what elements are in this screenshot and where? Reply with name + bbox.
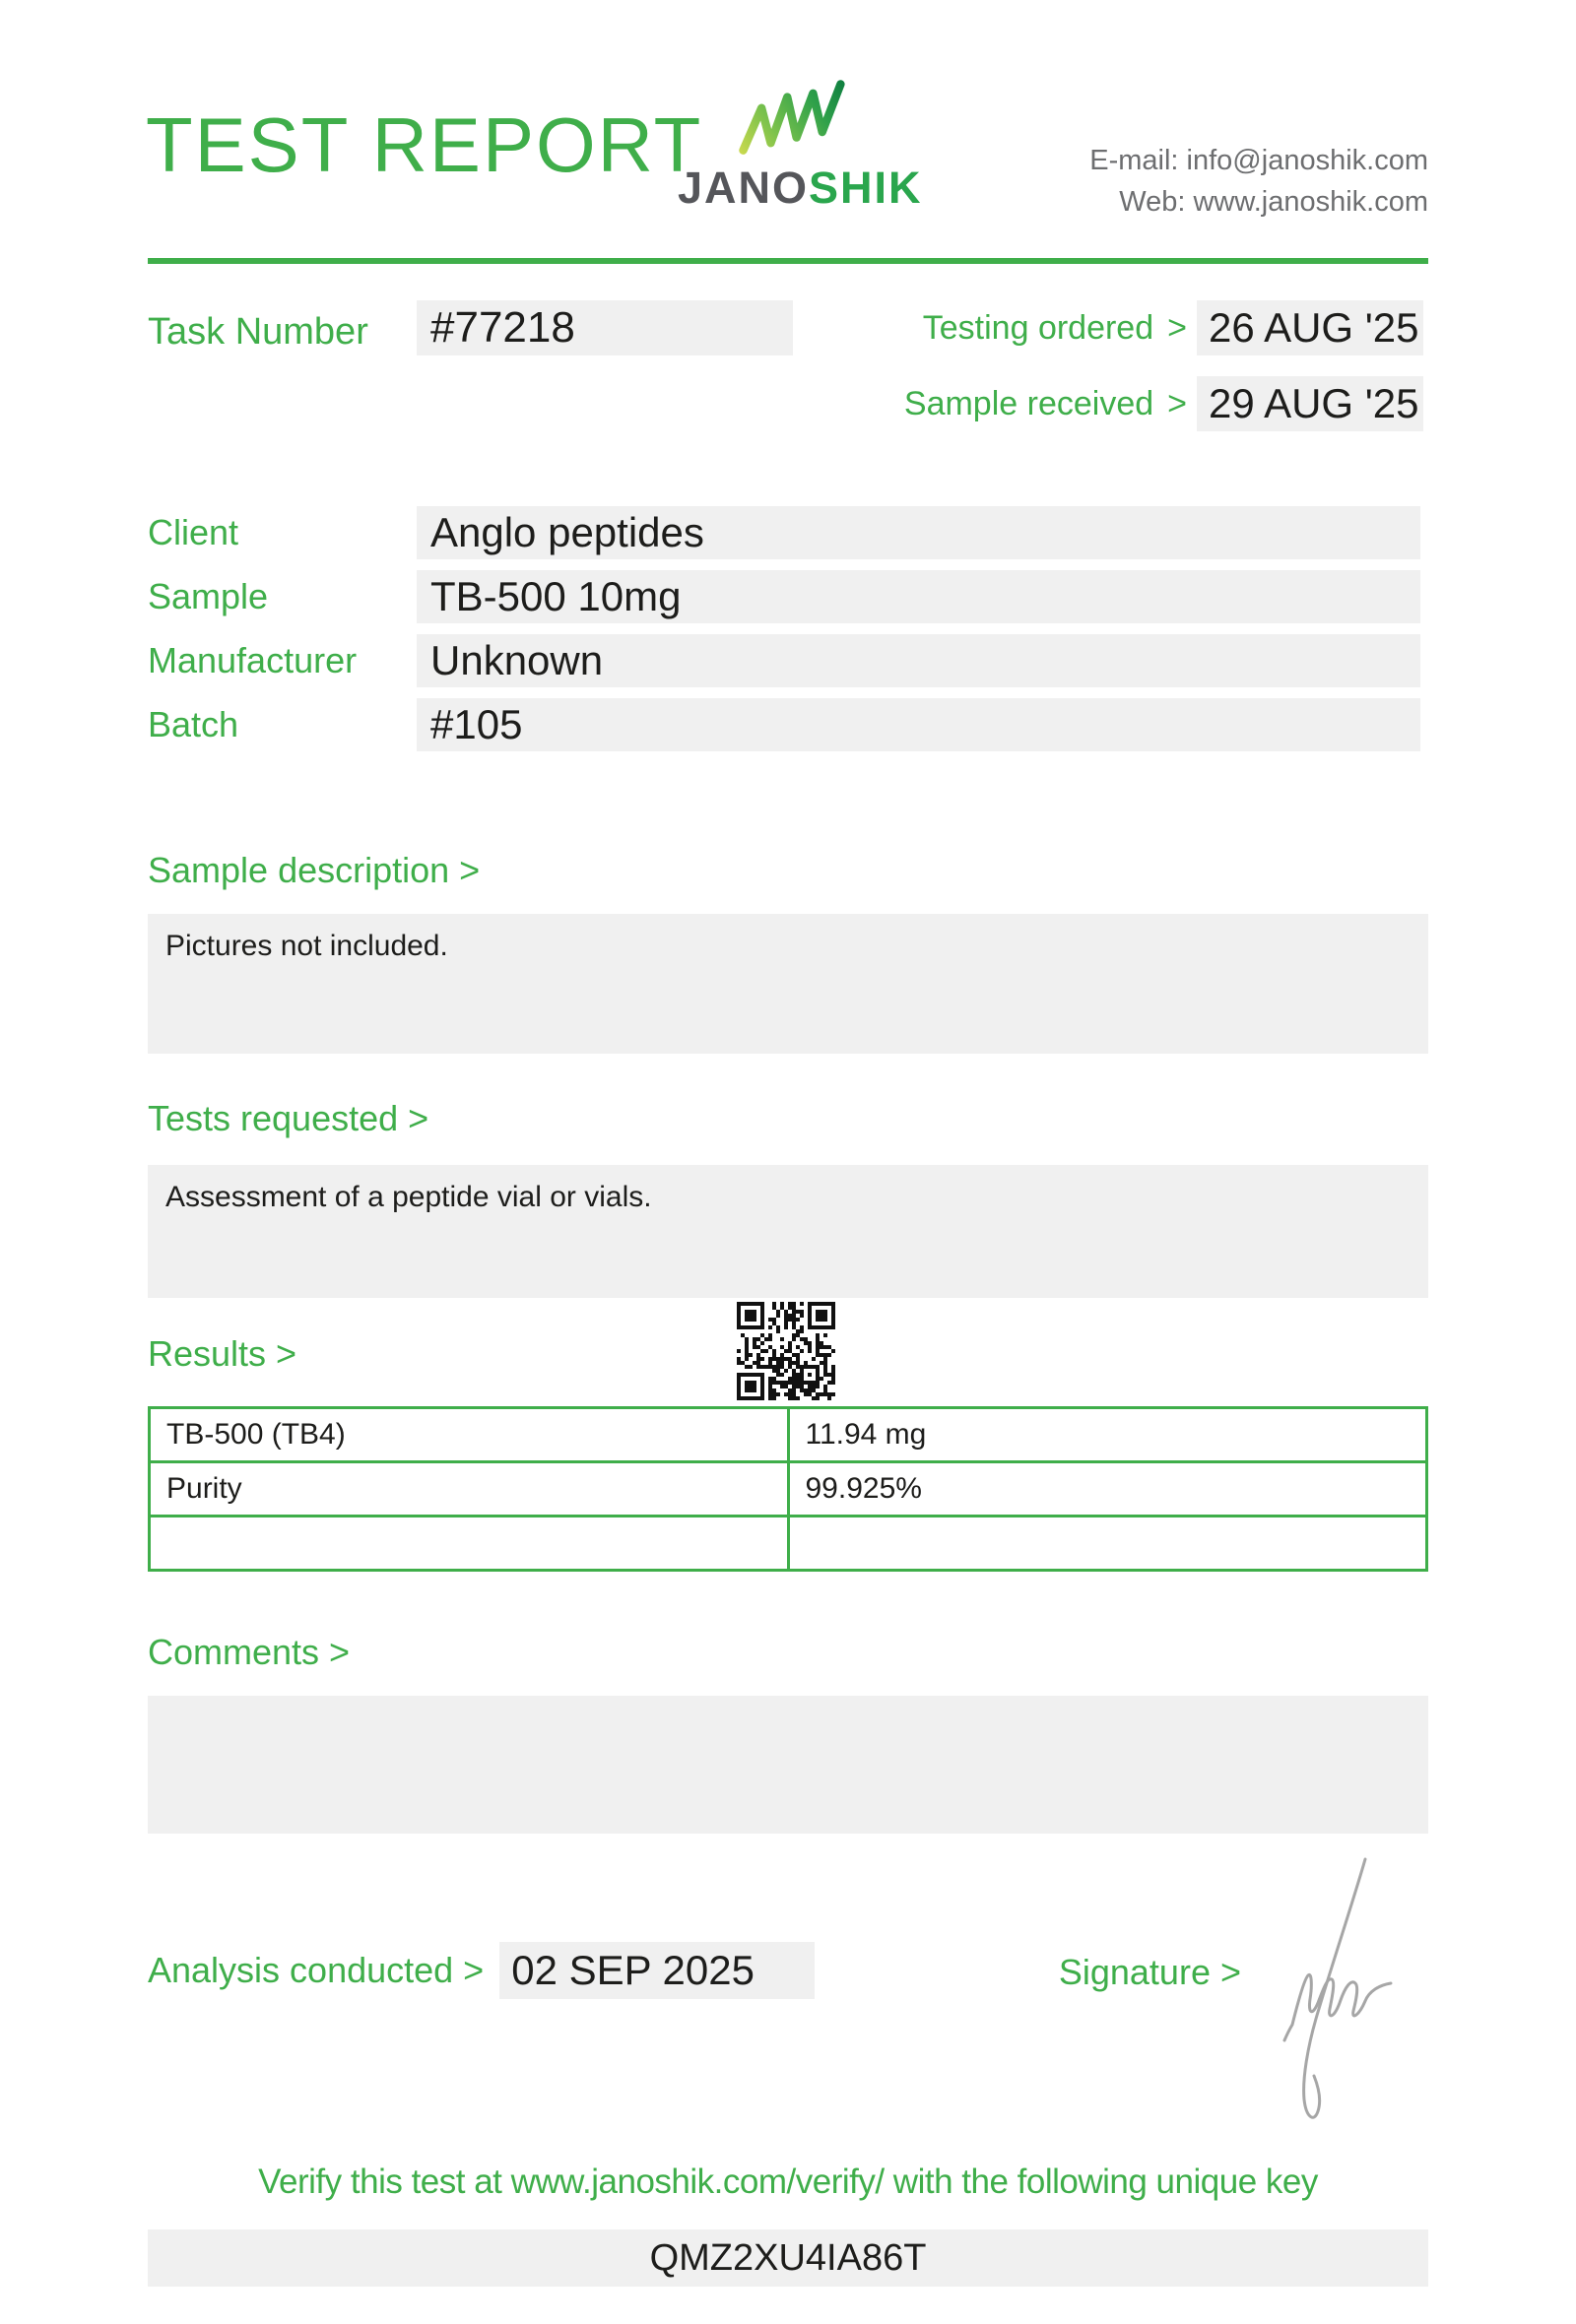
result-value-cell: 99.925% [788,1462,1427,1517]
client-value-box [417,506,1420,559]
sample-description-heading: Sample description > [148,850,481,890]
report-title: TEST REPORT [146,101,703,188]
analysis-conducted-row [148,1942,815,1999]
sample-received-label: Sample received [903,384,1154,422]
analysis-date-box [499,1942,815,1999]
field-row-sample [0,570,1576,623]
field-row-batch [0,698,1576,751]
sample-received-row [867,376,1423,431]
analysis-conducted-label: Analysis conducted > [148,1950,485,1990]
sample-received-value-box [1197,376,1423,431]
logo-text-jano: JANO [678,162,810,213]
batch-label: Batch [148,704,239,744]
results-table [148,1406,1428,1572]
table-row [150,1517,1427,1571]
sample-received-value: 29 AUG '25 [1209,380,1419,426]
sample-value: TB-500 10mg [430,573,682,619]
header-divider [148,258,1428,264]
result-name-cell [150,1517,789,1571]
testing-ordered-label: Testing ordered [922,308,1154,347]
batch-value: #105 [430,701,523,747]
contact-email: E-mail: info@janoshik.com [1089,145,1428,176]
table-row [150,1462,1427,1517]
comments-heading: Comments > [148,1632,351,1672]
verify-instruction: Verify this test at www.janoshik.com/verify/ with the following unique key [258,2163,1318,2201]
tests-requested-heading: Tests requested > [148,1098,429,1138]
result-value-cell [788,1517,1427,1571]
sample-label: Sample [148,576,269,616]
task-number-value-box [417,300,793,355]
task-number-value: #77218 [430,303,575,352]
manufacturer-label: Manufacturer [148,640,358,680]
arrow-icon: > [1167,384,1187,422]
contact-web: Web: www.janoshik.com [1119,186,1428,219]
verify-key-box [148,2229,1428,2287]
manufacturer-value-box [417,634,1420,687]
testing-ordered-row [867,300,1423,355]
result-value-cell: 11.94 mg [788,1408,1427,1462]
contact-block [1089,140,1428,223]
logo-wordmark [678,162,923,213]
table-row [150,1408,1427,1462]
analysis-date-value: 02 SEP 2025 [511,1947,755,1993]
results-heading: Results > [148,1333,297,1374]
tests-requested-box: Assessment of a peptide vial or vials. [148,1165,1428,1298]
result-name-cell: Purity [150,1462,789,1517]
field-row-client [0,506,1576,559]
manufacturer-value: Unknown [430,637,604,683]
testing-ordered-value-box [1197,300,1423,355]
signature-label: Signature > [1058,1952,1241,1992]
verify-key-value: QMZ2XU4IA86T [649,2236,927,2279]
logo [678,77,923,213]
batch-value-box [417,698,1420,751]
sample-description-box: Pictures not included. [148,914,1428,1054]
testing-ordered-value: 26 AUG '25 [1209,304,1419,351]
handwritten-signature [1263,1853,1406,2144]
client-label: Client [148,512,239,552]
result-name-cell: TB-500 (TB4) [150,1408,789,1462]
comments-box [148,1696,1428,1834]
field-row-manufacturer [0,634,1576,687]
growth-chart-icon [733,77,849,160]
client-value: Anglo peptides [430,509,704,555]
arrow-icon: > [1167,308,1187,347]
logo-text-shik: SHIK [809,162,923,213]
qr-code [737,1302,835,1400]
task-number-label: Task Number [148,311,368,353]
sample-value-box [417,570,1420,623]
